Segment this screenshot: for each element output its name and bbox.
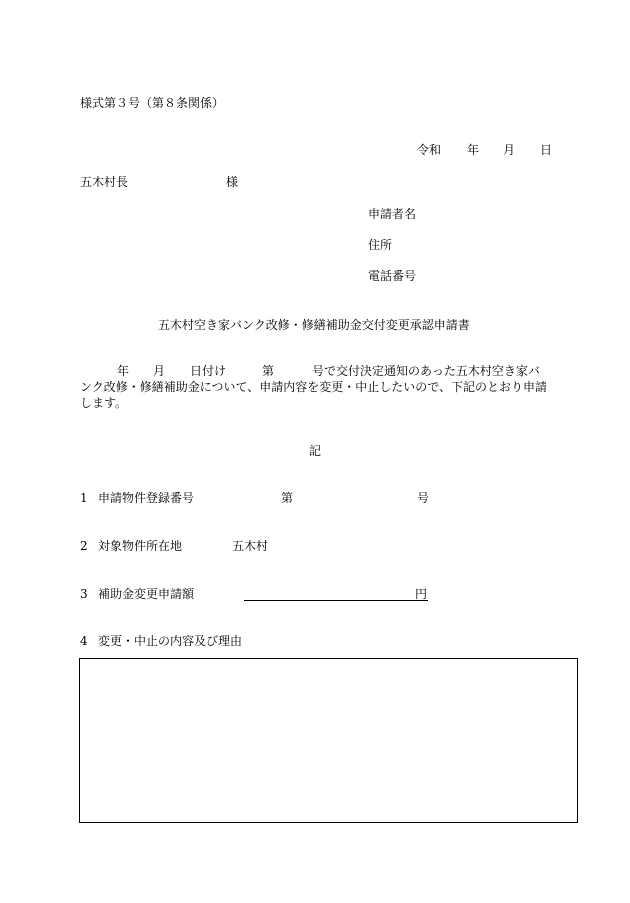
date-day: 日 xyxy=(540,143,553,157)
body-month: 月 xyxy=(153,364,166,378)
body-line2: ンク改修・修繕補助金について、申請内容を変更・中止したいので、下記のとおり申請 xyxy=(80,380,548,394)
item-1-suffix: 号 xyxy=(417,491,430,505)
date-era: 令和 xyxy=(417,143,442,157)
document-title: 五木村空き家バンク改修・修繕補助金交付変更承認申請書 xyxy=(158,318,470,332)
item-2-value: 五木村 xyxy=(232,539,269,553)
body-number-prefix: 第 xyxy=(262,364,275,378)
form-number: 様式第３号（第８条関係） xyxy=(80,96,225,110)
body-date-suffix: 日付け xyxy=(190,364,227,378)
applicant-name-label: 申請者名 xyxy=(368,207,417,221)
applicant-address-label: 住所 xyxy=(368,238,393,252)
date-month: 月 xyxy=(503,143,516,157)
ki-heading: 記 xyxy=(309,444,322,458)
item-3-number: 3 xyxy=(80,587,88,601)
item-4-number: 4 xyxy=(80,634,88,648)
item-3-unit: 円 xyxy=(415,587,428,601)
reason-box[interactable] xyxy=(79,658,578,823)
item-1-prefix: 第 xyxy=(281,491,294,505)
item-1-number: 1 xyxy=(80,491,88,505)
applicant-phone-label: 電話番号 xyxy=(368,269,417,283)
item-4-label: 変更・中止の内容及び理由 xyxy=(98,634,243,648)
item-3-label: 補助金変更申請額 xyxy=(98,587,195,601)
item-1-label: 申請物件登録番号 xyxy=(98,491,195,505)
body-year: 年 xyxy=(117,364,130,378)
date-year: 年 xyxy=(467,143,480,157)
addressee-name: 五木村長 xyxy=(80,175,129,189)
item-2-label: 対象物件所在地 xyxy=(98,539,183,553)
amount-input-line[interactable] xyxy=(244,600,428,601)
body-line3: します。 xyxy=(80,396,128,410)
body-line1-rest: 号で交付決定通知のあった五木村空き家バ xyxy=(312,364,540,378)
addressee-honorific: 様 xyxy=(226,175,239,189)
item-2-number: 2 xyxy=(80,539,88,553)
